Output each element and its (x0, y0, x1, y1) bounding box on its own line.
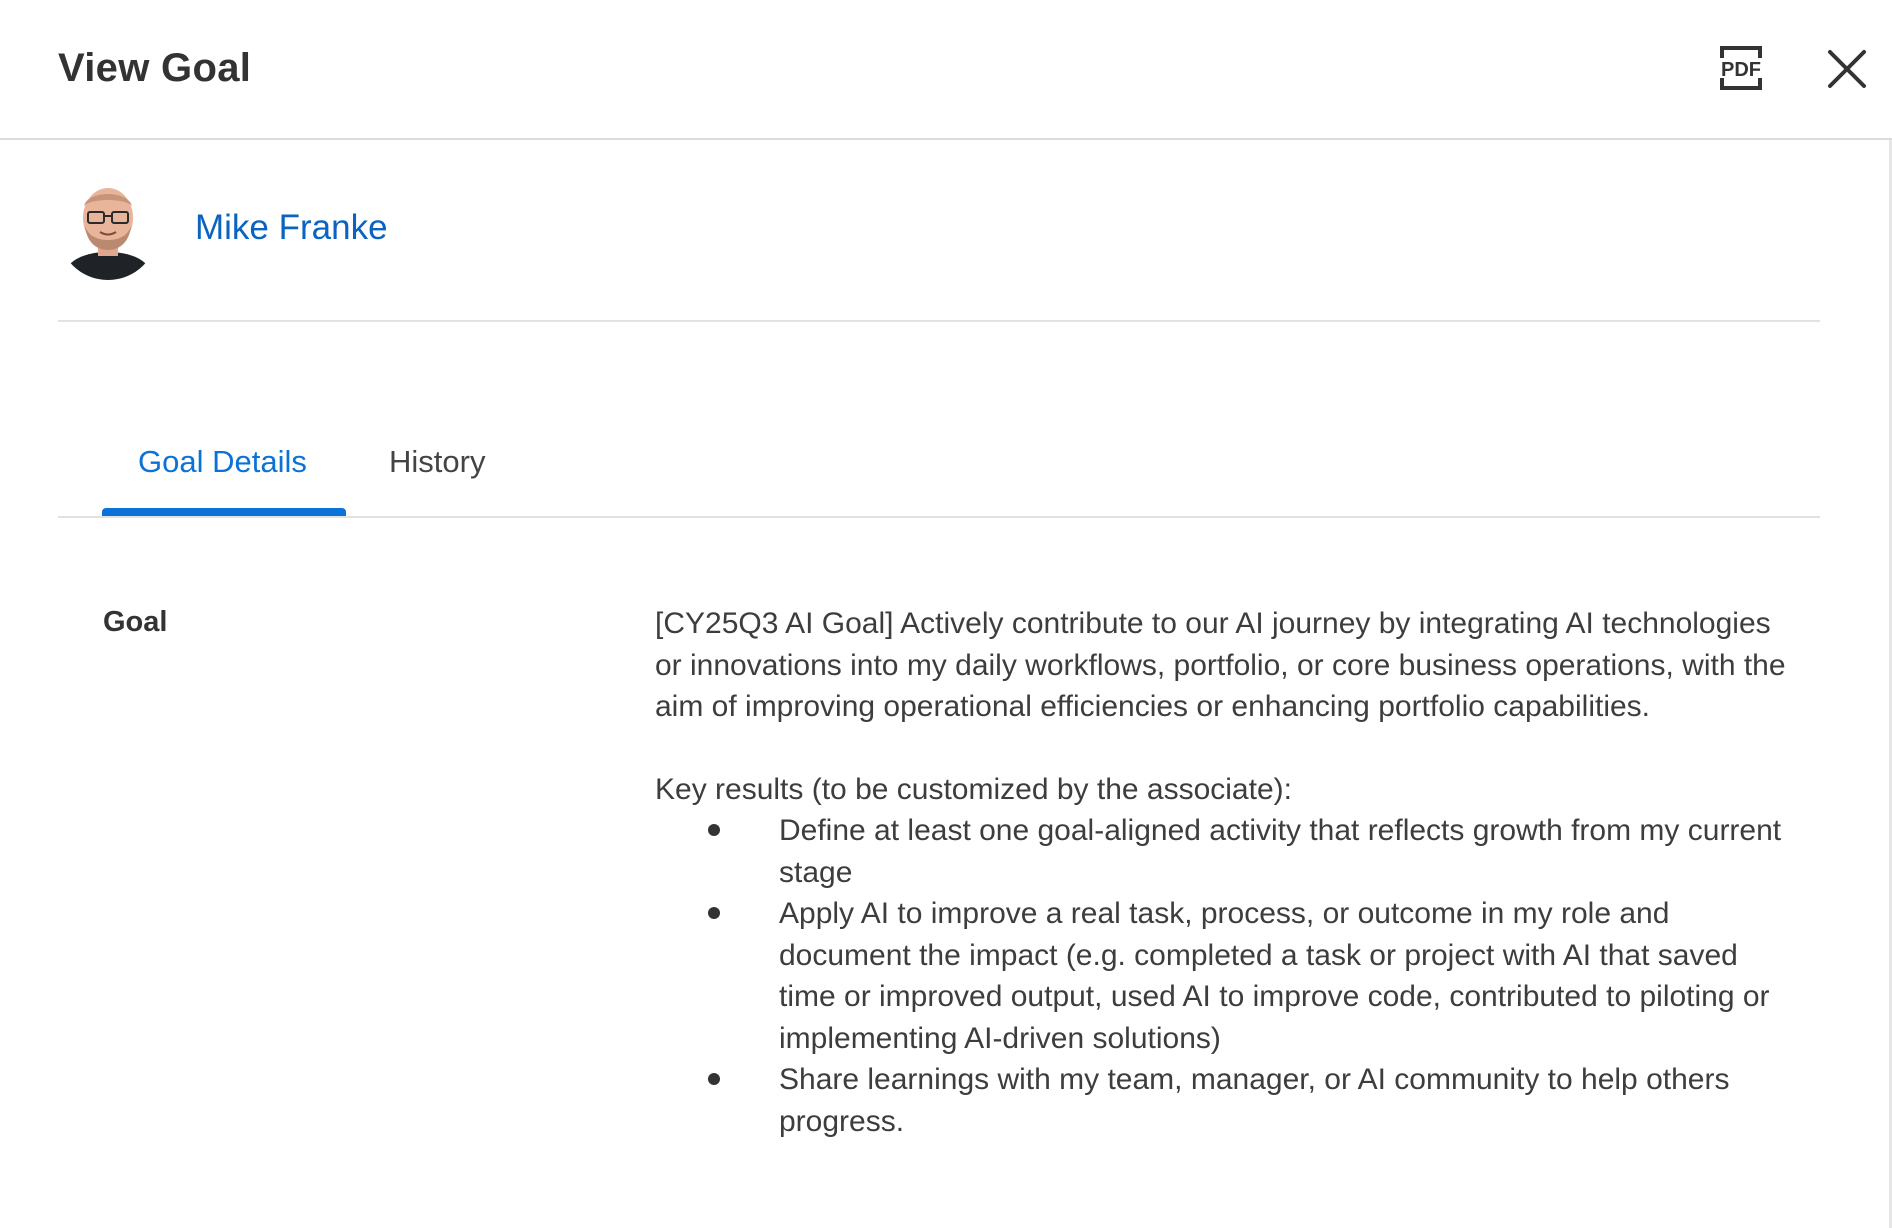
close-icon (1824, 46, 1870, 92)
goal-summary: [CY25Q3 AI Goal] Actively contribute to our AI journey by integrating AI technologies or innovations into my daily workflows, portfolio, or core business operations, with the aim of improving operational efficiencies or enhancing portfolio capabilities. (655, 607, 1786, 723)
svg-text:PDF: PDF (1721, 59, 1761, 81)
key-result-text: Apply AI to improve a real task, process, or outcome in my role and document the impact (e.g. completed a task or project with AI that saved time or improved output, used AI to improve code, contributed to piloting or implementing AI-driven solutions) (779, 897, 1770, 1055)
divider (58, 320, 1820, 322)
bullet-icon (708, 824, 720, 836)
bullet-icon (708, 1073, 720, 1085)
pdf-icon (1718, 44, 1764, 92)
list-item (655, 1059, 1795, 1142)
person-name-link[interactable]: Mike Franke (195, 208, 388, 247)
tab-bar (58, 430, 1820, 520)
dialog-header (0, 0, 1892, 140)
key-result-text: Define at least one goal-aligned activity that reflects growth from my current stage (779, 814, 1782, 889)
active-tab-indicator (102, 508, 346, 516)
divider (58, 516, 1820, 518)
tab-goal-details[interactable]: Goal Details (138, 444, 307, 479)
dialog-title: View Goal (58, 46, 252, 90)
goal-label: Goal (103, 606, 168, 638)
key-result-text: Share learnings with my team, manager, or AI community to help others progress. (779, 1063, 1730, 1138)
tab-history[interactable]: History (389, 444, 486, 479)
key-results-list (655, 810, 1795, 1142)
close-button[interactable] (1824, 46, 1870, 92)
key-results-heading: Key results (to be customized by the associate): (655, 772, 1292, 806)
pdf-export-button[interactable] (1718, 44, 1764, 92)
list-item (655, 810, 1795, 893)
avatar[interactable] (58, 178, 158, 282)
goal-description (655, 603, 1795, 1142)
bullet-icon (708, 907, 720, 919)
person-header (58, 178, 1818, 288)
list-item (655, 893, 1795, 1059)
